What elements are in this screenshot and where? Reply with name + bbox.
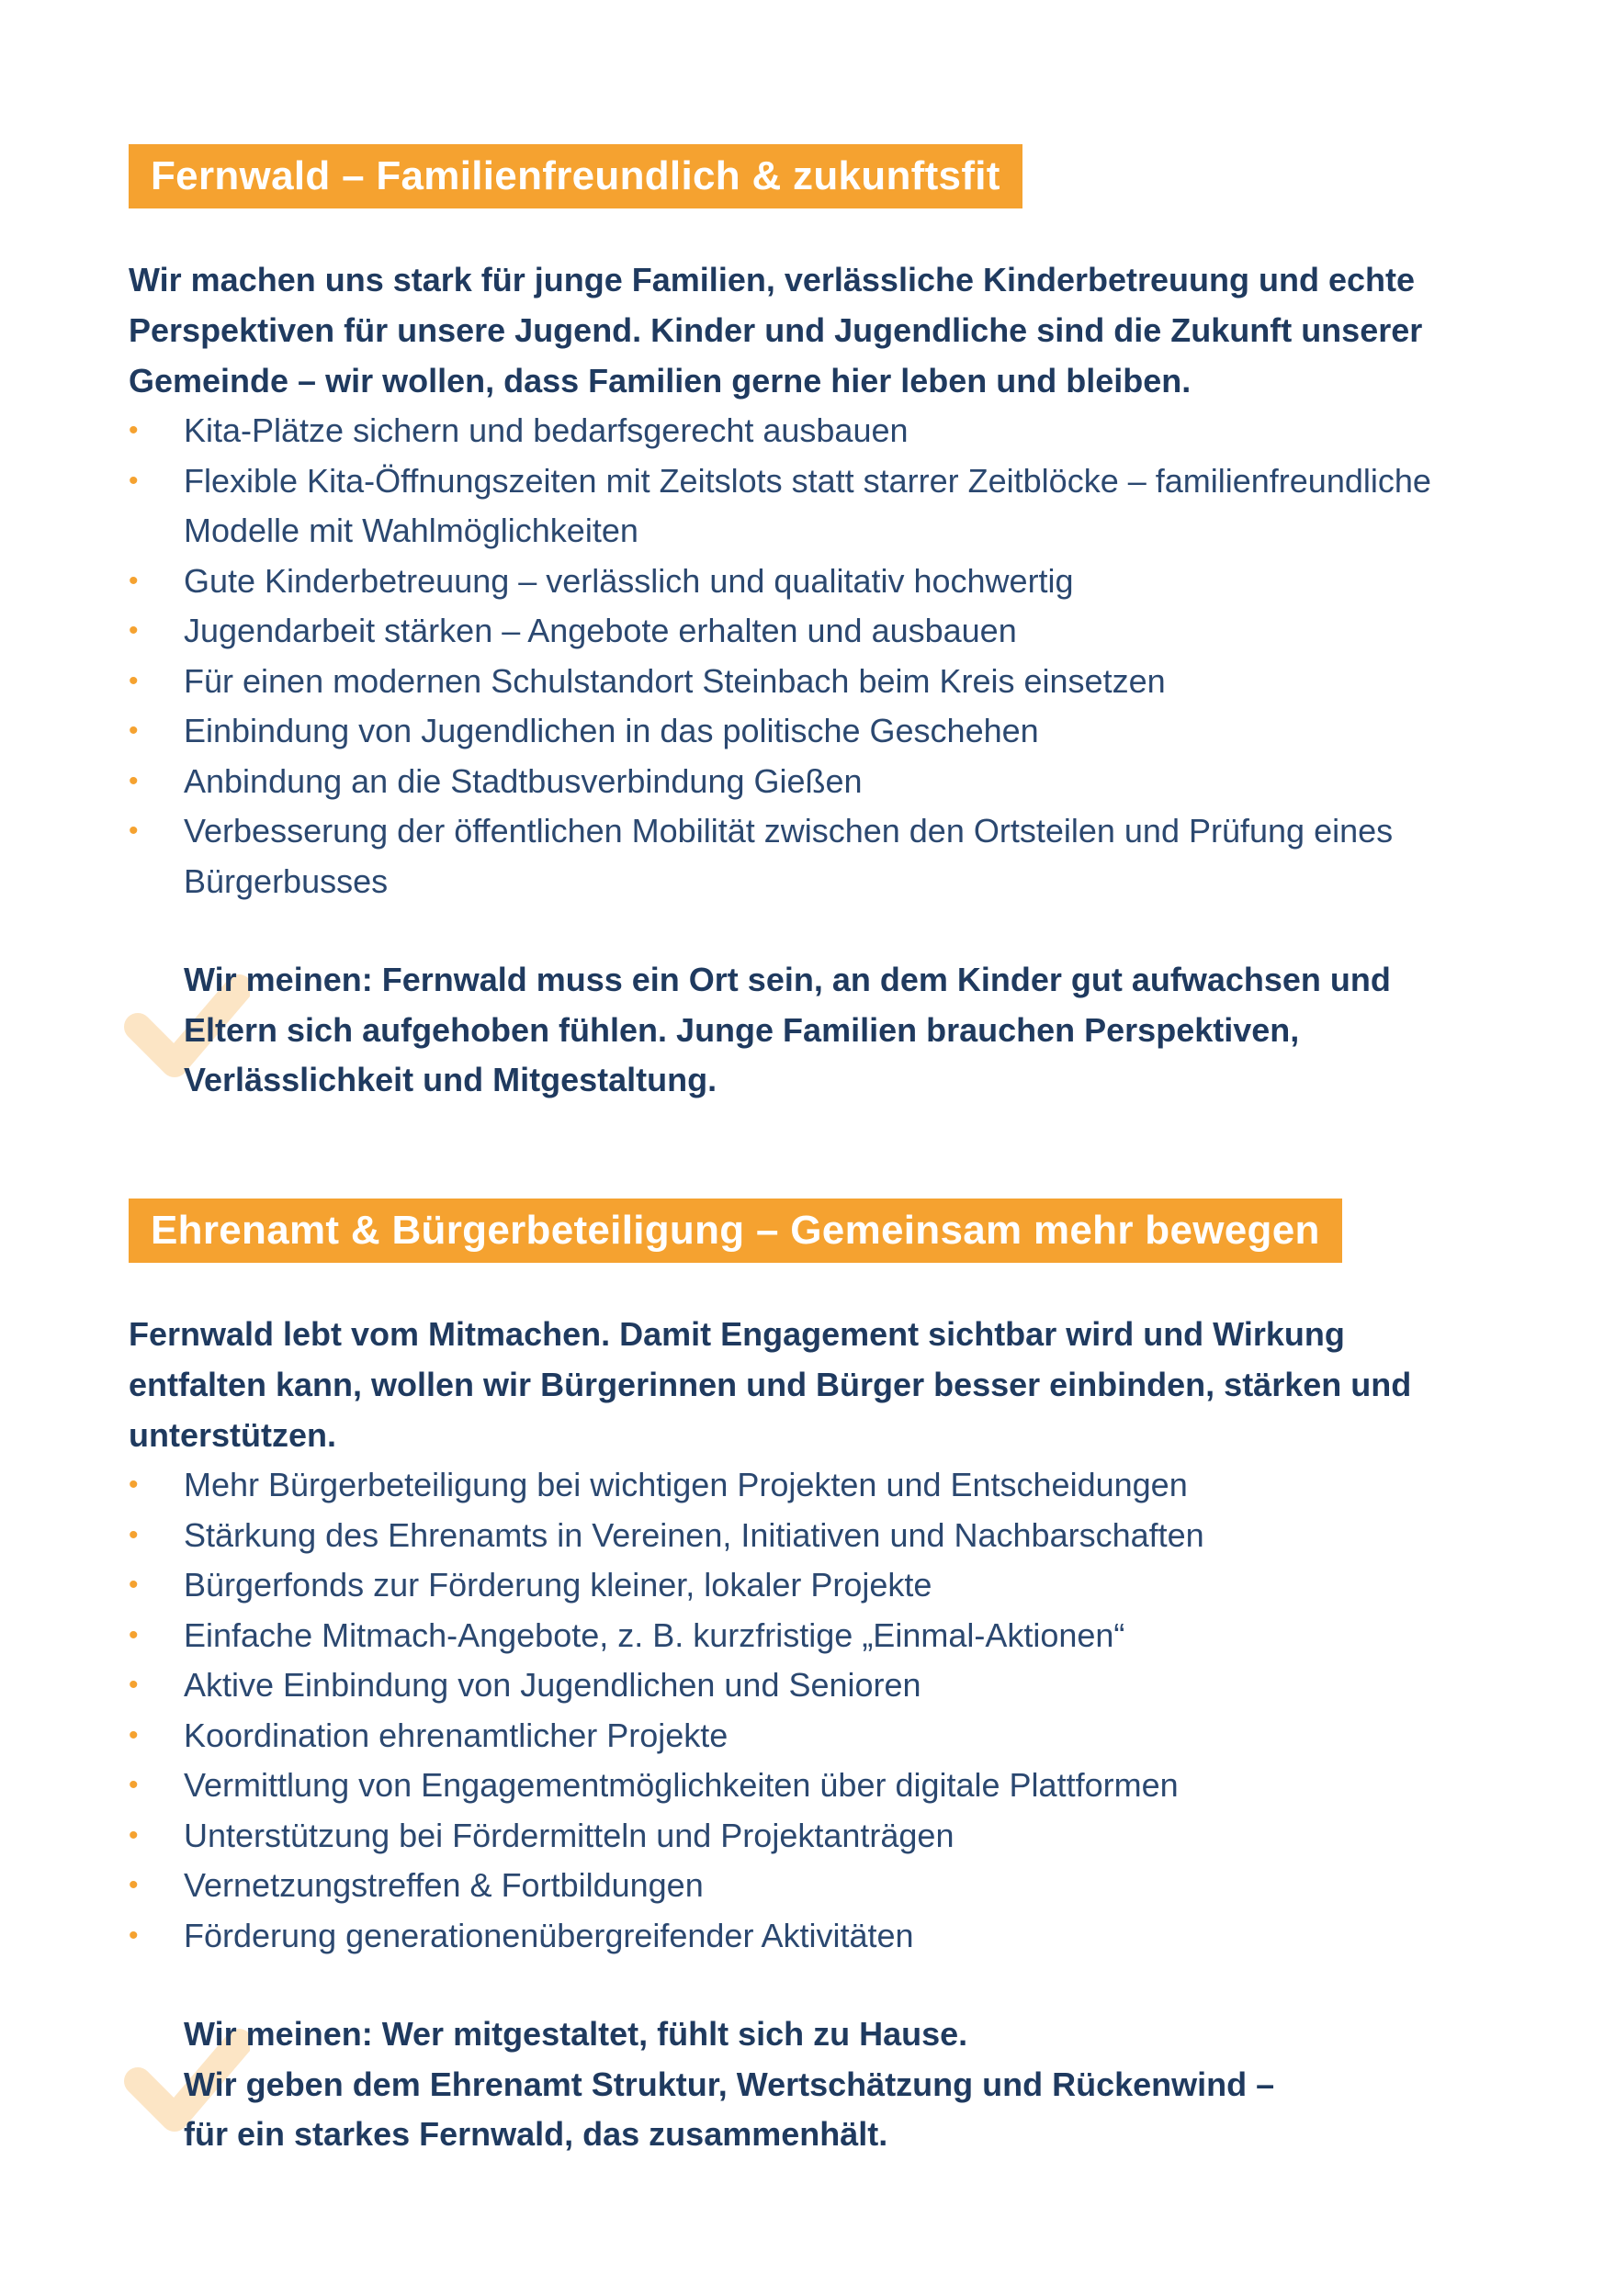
bullet-icon: • bbox=[129, 1519, 139, 1550]
conclusion-line: Wir meinen: Wer mitgestaltet, fühlt sich zu Hause. bbox=[184, 2015, 968, 2053]
list-item: • Anbindung an die Stadtbusverbindung Gießen bbox=[129, 757, 1488, 807]
bullet-list bbox=[129, 1460, 1488, 1961]
list-item: • Gute Kinderbetreuung – verlässlich und qualitativ hochwertig bbox=[129, 557, 1488, 607]
bullet-list bbox=[129, 406, 1488, 906]
list-item: • Bürgerfonds zur Förderung kleiner, lokaler Projekte bbox=[129, 1560, 1488, 1611]
list-item: • Vernetzungstreffen & Fortbildungen bbox=[129, 1861, 1488, 1911]
list-item: • Stärkung des Ehrenamts in Vereinen, Initiativen und Nachbarschaften bbox=[129, 1511, 1488, 1561]
bullet-icon: • bbox=[129, 765, 139, 796]
bullet-icon: • bbox=[129, 1770, 139, 1800]
list-item: • Einfache Mitmach-Angebote, z. B. kurzfristige „Einmal-Aktionen“ bbox=[129, 1611, 1488, 1661]
bullet-icon: • bbox=[129, 1619, 139, 1650]
section-intro: Wir machen uns stark für junge Familien, verlässliche Kinderbetreuung und echte Perspektiven für unsere Jugend. Kinder und Jugendliche sind die Zukunft unserer Gemeinde – wir wollen, dass Familien gerne hier leben und bleiben. bbox=[129, 261, 1423, 400]
bullet-icon: • bbox=[129, 1469, 139, 1500]
list-item: • Förderung generationenübergreifender Aktivitäten bbox=[129, 1911, 1488, 1962]
list-item: • Aktive Einbindung von Jugendlichen und Senioren bbox=[129, 1660, 1488, 1711]
list-item: • Einbindung von Jugendlichen in das politische Geschehen bbox=[129, 706, 1488, 757]
bullet-icon: • bbox=[129, 615, 139, 646]
list-item: • Für einen modernen Schulstandort Steinbach beim Kreis einsetzen bbox=[129, 657, 1488, 707]
bullet-icon: • bbox=[129, 1819, 139, 1851]
conclusion-line: Wir geben dem Ehrenamt Struktur, Wertschätzung und Rückenwind – bbox=[184, 2065, 1275, 2103]
bullet-icon: • bbox=[129, 465, 139, 496]
bullet-icon: • bbox=[129, 715, 139, 746]
conclusion-line: Verlässlichkeit und Mitgestaltung. bbox=[184, 1061, 717, 1098]
list-item: • Kita-Plätze sichern und bedarfsgerecht ausbauen bbox=[129, 406, 1488, 456]
section-heading: Fernwald – Familienfreundlich & zukunftsfit bbox=[129, 144, 1022, 208]
bullet-icon: • bbox=[129, 565, 139, 596]
bullet-icon: • bbox=[129, 415, 139, 445]
conclusion-line: Eltern sich aufgehoben fühlen. Junge Familien brauchen Perspektiven, bbox=[184, 1010, 1300, 1049]
bullet-icon: • bbox=[129, 665, 139, 696]
section-heading: Ehrenamt & Bürgerbeteiligung – Gemeinsam mehr bewegen bbox=[129, 1199, 1342, 1263]
conclusion-line: für ein starkes Fernwald, das zusammenhält. bbox=[184, 2115, 888, 2153]
bullet-icon: • bbox=[129, 1570, 139, 1600]
list-item: • Flexible Kita-Öffnungszeiten mit Zeitslots statt starrer Zeitblöcke – familienfreundliche Modelle mit Wahlmöglichkeiten bbox=[129, 456, 1488, 557]
conclusion-statement bbox=[129, 955, 1488, 1106]
list-item: • Unterstützung bei Fördermitteln und Projektanträgen bbox=[129, 1811, 1488, 1862]
list-item: • Vermittlung von Engagementmöglichkeiten über digitale Plattformen bbox=[129, 1761, 1488, 1811]
bullet-icon: • bbox=[129, 1870, 139, 1900]
bullet-icon: • bbox=[129, 1719, 139, 1750]
list-item: • Koordination ehrenamtlicher Projekte bbox=[129, 1711, 1488, 1761]
section-family bbox=[129, 144, 1488, 1106]
list-item: • Verbesserung der öffentlichen Mobilität zwischen den Ortsteilen und Prüfung eines Bürgerbusses bbox=[129, 806, 1488, 906]
section-intro: Fernwald lebt vom Mitmachen. Damit Engagement sichtbar wird und Wirkung entfalten kann, wollen wir Bürgerinnen und Bürger besser einbinden, stärken und unterstützen. bbox=[129, 1315, 1412, 1454]
list-item: • Mehr Bürgerbeteiligung bei wichtigen Projekten und Entscheidungen bbox=[129, 1460, 1488, 1511]
bullet-icon: • bbox=[129, 1919, 139, 1951]
list-item: • Jugendarbeit stärken – Angebote erhalten und ausbauen bbox=[129, 606, 1488, 657]
bullet-icon: • bbox=[129, 1670, 139, 1700]
bullet-icon: • bbox=[129, 816, 139, 846]
conclusion-statement bbox=[129, 2009, 1488, 2160]
section-volunteering bbox=[129, 1199, 1488, 2160]
conclusion-line: Wir meinen: Fernwald muss ein Ort sein, an dem Kinder gut aufwachsen und bbox=[184, 961, 1391, 998]
